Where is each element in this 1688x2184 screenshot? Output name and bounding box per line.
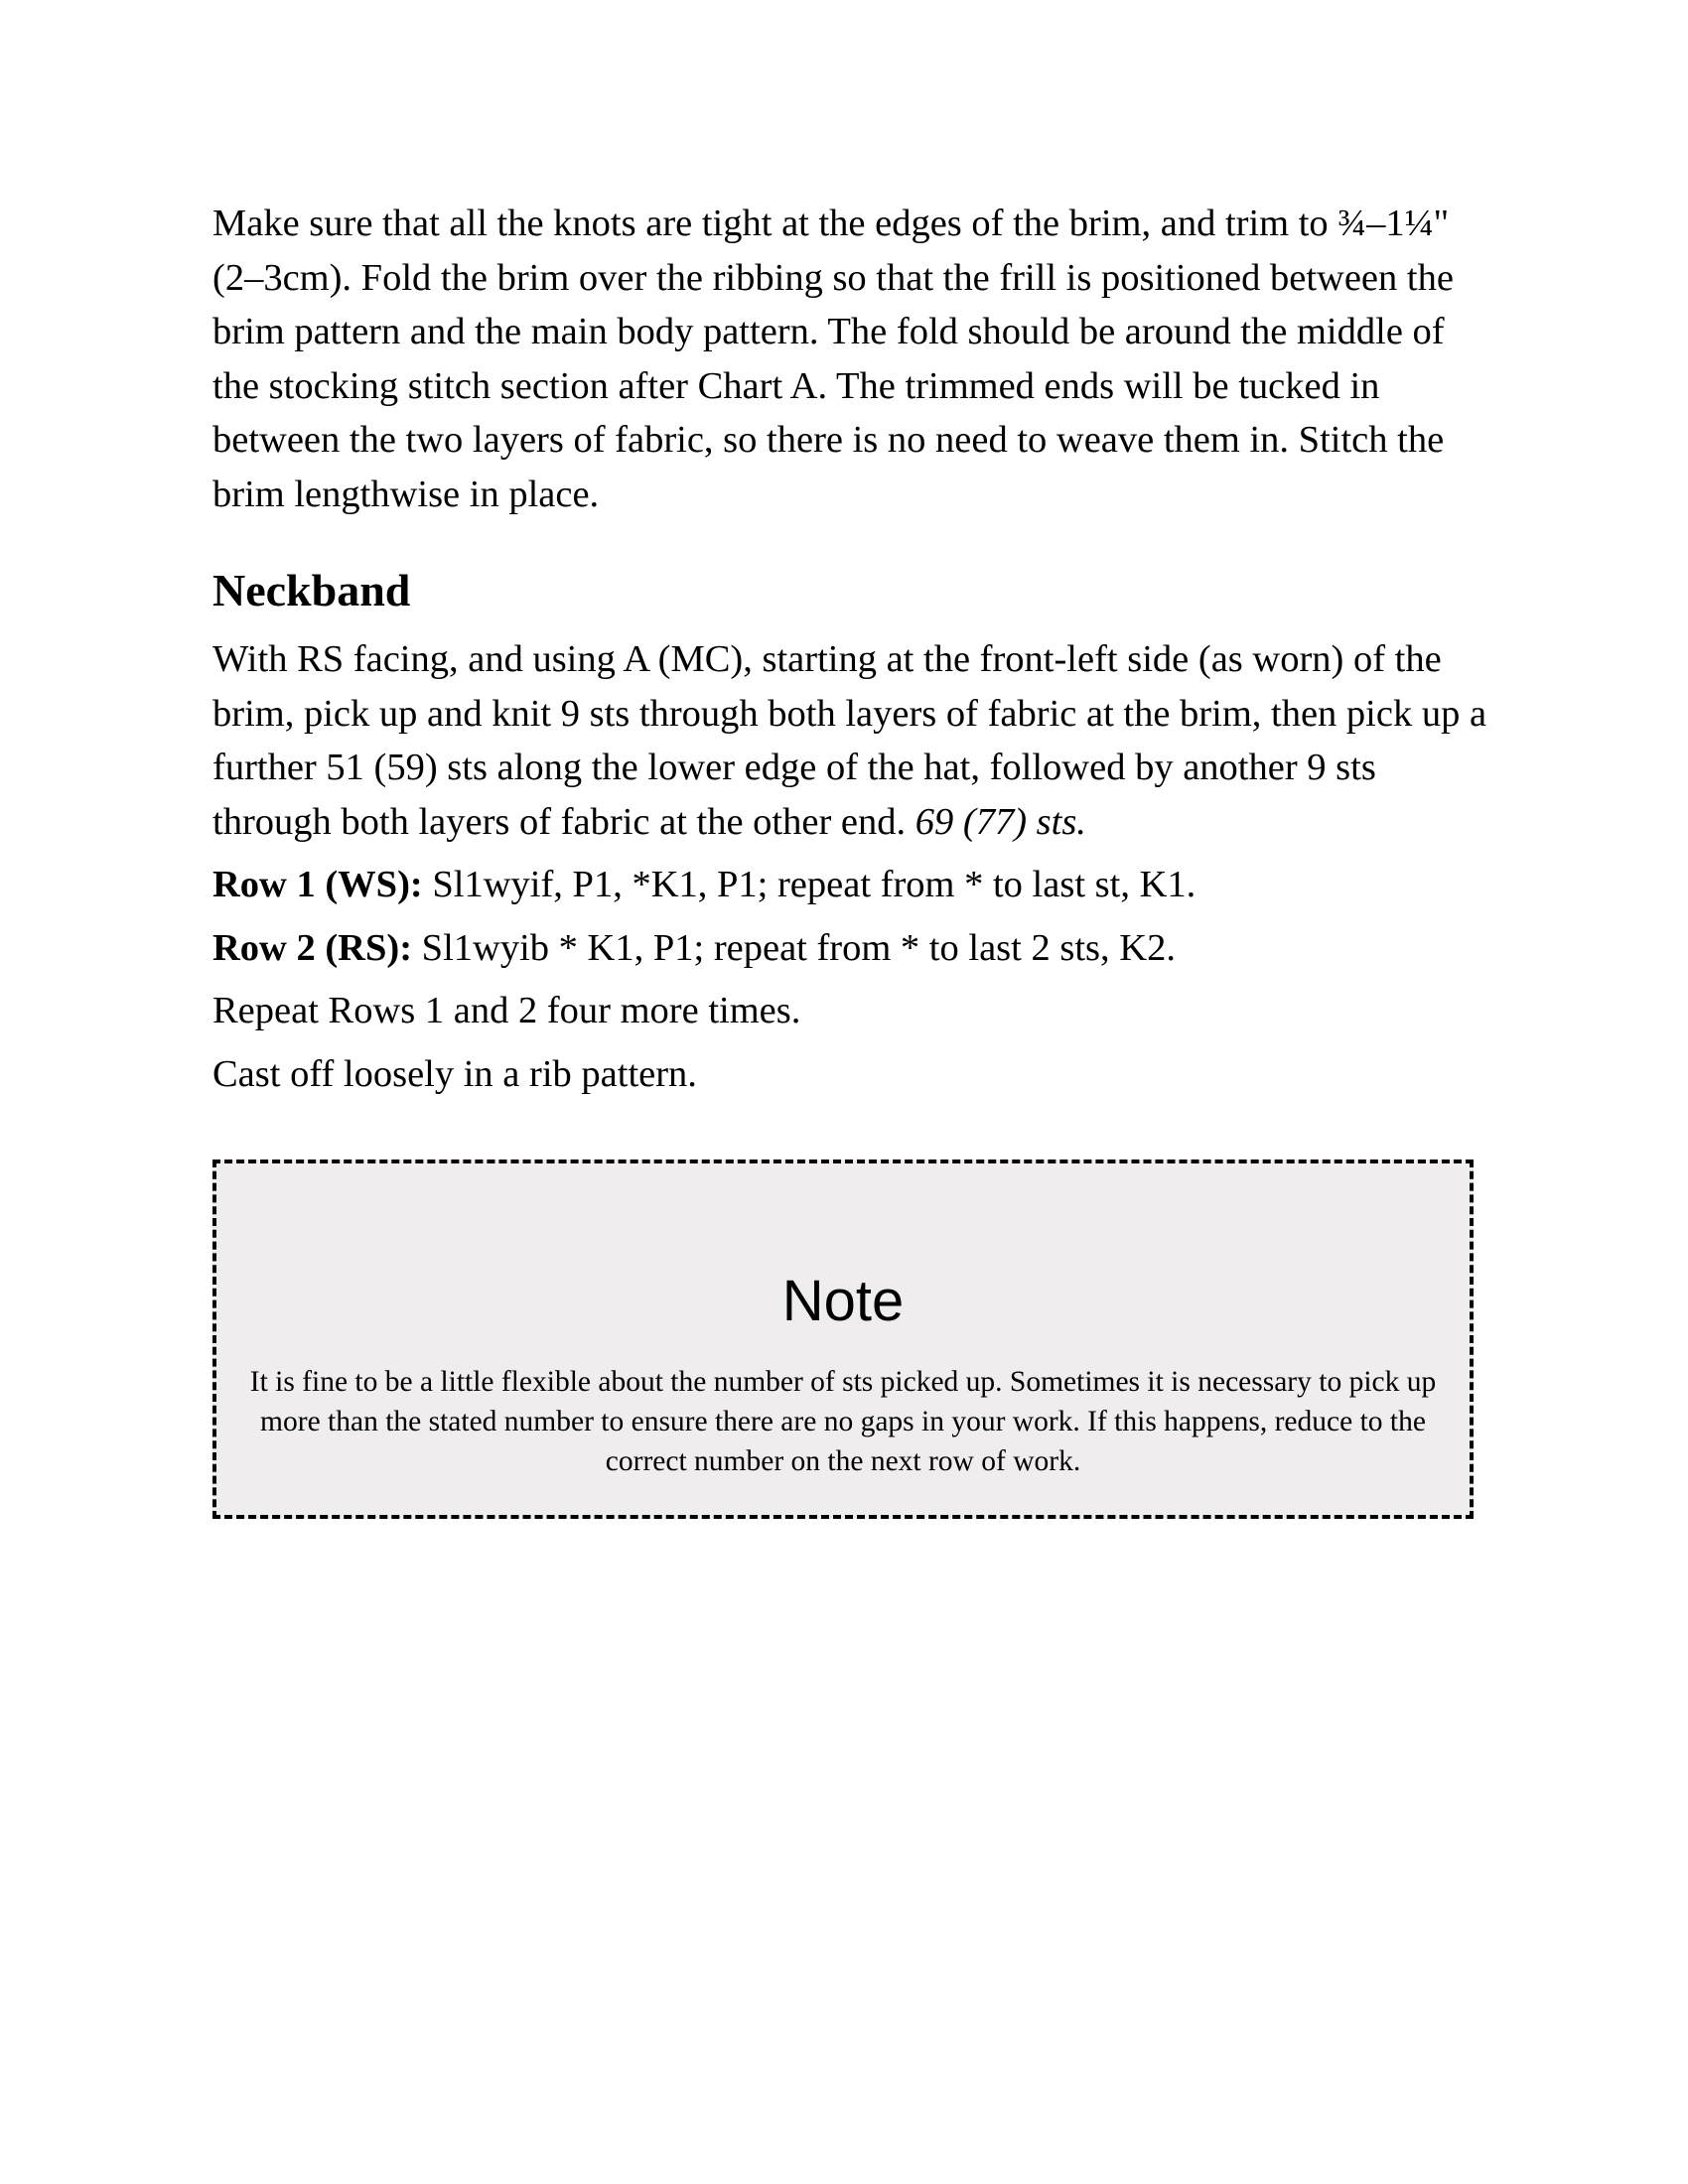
neckband-instructions: With RS facing, and using A (MC), starting at the front-left side (as worn) of the brim, pick up and knit 9 sts through both layers of fabric at the brim, then pick up a further 51 (59) sts along the lower edge of the hat, followed by another 9 sts through both layers of fabric at the other end. — [212, 638, 1487, 843]
note-box — [212, 1160, 1474, 1519]
row-2-text: Sl1wyib * K1, P1; repeat from * to last 2 sts, K2. — [412, 926, 1176, 969]
neckband-heading: Neckband — [212, 565, 411, 615]
brim-finishing-paragraph: Make sure that all the knots are tight at the edges of the brim, and trim to ¾–1¼" (2–3cm). Fold the brim over the ribbing so that the frill is positioned between the brim pattern and the main body pattern. The fold should be around the middle of the stocking stitch section after Chart A. The trimmed ends will be tucked in between the two layers of fabric, so there is no need to weave them in. Stitch the brim lengthwise in place. — [212, 203, 1454, 515]
cast-off-instruction: Cast off loosely in a rib pattern. — [212, 1052, 697, 1095]
row-1-instruction — [212, 858, 1493, 912]
repeat-instruction: Repeat Rows 1 and 2 four more times. — [212, 990, 801, 1031]
row-1-text: Sl1wyif, P1, *K1, P1; repeat from * to last st, K1. — [422, 864, 1196, 905]
note-title: Note — [781, 1269, 905, 1333]
neckband-paragraph — [212, 632, 1493, 849]
row-1-label: Row 1 (WS): — [212, 864, 423, 905]
row-2-instruction — [212, 921, 1493, 976]
note-text: It is fine to be a little flexible about the number of sts picked up. Sometimes it is necessary to pick up more than the stated number to ensure there are no gaps in your work. If this happens, reduce to the correct number on the next row of work. — [249, 1366, 1437, 1477]
stitch-count: 69 (77) sts. — [914, 800, 1086, 843]
document-body — [212, 197, 1493, 1101]
row-2-label: Row 2 (RS): — [212, 926, 413, 969]
